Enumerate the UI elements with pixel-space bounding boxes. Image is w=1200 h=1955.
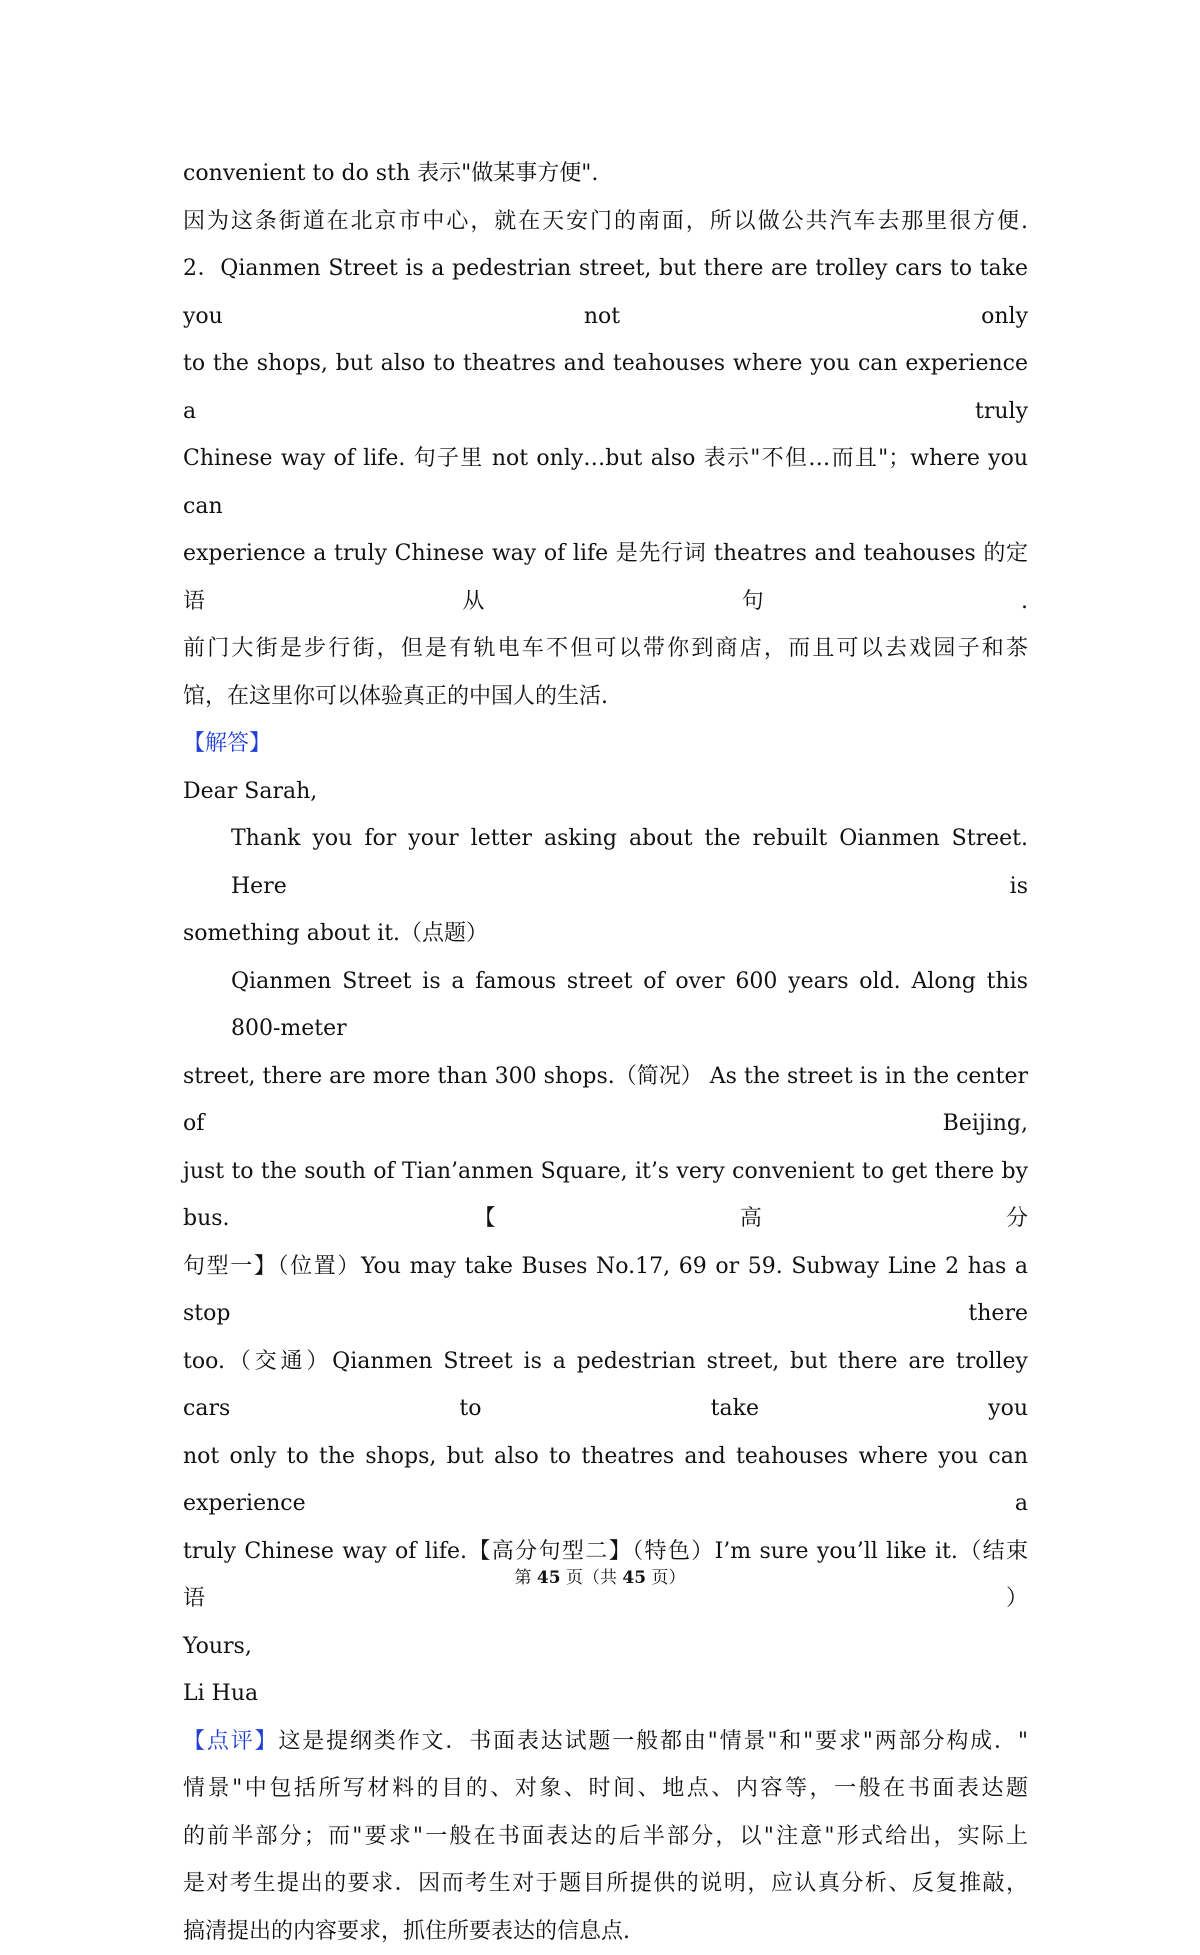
analysis-line: 前门大街是步行街，但是有轨电车不但可以带你到商店，而且可以去戏园子和茶 xyxy=(183,625,1028,673)
analysis-line: Chinese way of life. 句子里 not only…but also 表示"不但…而且"；where you can xyxy=(183,435,1028,530)
letter-greeting: Dear Sarah, xyxy=(183,768,1028,816)
comment-first-line xyxy=(183,1718,1028,1766)
comment-text: 这是提纲类作文．书面表达试题一般都由"情景"和"要求"两部分构成．" xyxy=(278,1729,1028,1754)
comment-label: 【点评】 xyxy=(183,1729,278,1754)
letter-paragraph-line: 句型一】（位置）You may take Buses No.17, 69 or 59. Subway Line 2 has a stop there xyxy=(183,1243,1028,1338)
document-body xyxy=(183,150,1028,1955)
footer-prefix: 第 xyxy=(515,1568,537,1588)
letter-signature: Li Hua xyxy=(183,1670,1028,1718)
footer-total-pages: 45 xyxy=(622,1568,646,1588)
answer-label: 【解答】 xyxy=(183,720,1028,768)
letter-paragraph-line: street, there are more than 300 shops.（简况） As the street is in the center of Beijing, xyxy=(183,1053,1028,1148)
comment-line: 搞清提出的内容要求，抓住所要表达的信息点. xyxy=(183,1908,1028,1955)
letter-paragraph-line: truly Chinese way of life.【高分句型二】（特色）I’m sure you’ll like it.（结束语） xyxy=(183,1528,1028,1623)
letter-paragraph-line: too.（交通）Qianmen Street is a pedestrian street, but there are trolley cars to take you xyxy=(183,1338,1028,1433)
letter-closing: Yours, xyxy=(183,1623,1028,1671)
analysis-line: to the shops, but also to theatres and teahouses where you can experience a truly xyxy=(183,340,1028,435)
letter-paragraph-line: Thank you for your letter asking about the rebuilt Oianmen Street. Here is xyxy=(183,815,1028,910)
footer-middle: 页（共 xyxy=(561,1568,623,1588)
comment-line: 的前半部分；而"要求"一般在书面表达的后半部分，以"注意"形式给出，实际上 xyxy=(183,1813,1028,1861)
letter-paragraph-line: just to the south of Tian’anmen Square, it’s very convenient to get there by bus.【高分 xyxy=(183,1148,1028,1243)
analysis-line: 2．Qianmen Street is a pedestrian street, but there are trolley cars to take you not only xyxy=(183,245,1028,340)
analysis-line: convenient to do sth 表示"做某事方便". xyxy=(183,150,1028,198)
comment-line: 是对考生提出的要求．因而考生对于题目所提供的说明，应认真分析、反复推敲， xyxy=(183,1860,1028,1908)
page-footer xyxy=(0,1566,1200,1590)
analysis-line: experience a truly Chinese way of life 是先行词 theatres and teahouses 的定语从句. xyxy=(183,530,1028,625)
footer-suffix: 页） xyxy=(646,1568,685,1588)
comment-line: 情景"中包括所写材料的目的、对象、时间、地点、内容等，一般在书面表达题 xyxy=(183,1765,1028,1813)
letter-paragraph-line: not only to the shops, but also to theatres and teahouses where you can experience a xyxy=(183,1433,1028,1528)
letter-paragraph-line: something about it.（点题） xyxy=(183,910,1028,958)
letter-paragraph-line: Qianmen Street is a famous street of over 600 years old. Along this 800-meter xyxy=(183,958,1028,1053)
analysis-line: 因为这条街道在北京市中心，就在天安门的南面，所以做公共汽车去那里很方便. xyxy=(183,198,1028,246)
footer-page-number: 45 xyxy=(537,1568,561,1588)
analysis-line: 馆，在这里你可以体验真正的中国人的生活. xyxy=(183,673,1028,721)
